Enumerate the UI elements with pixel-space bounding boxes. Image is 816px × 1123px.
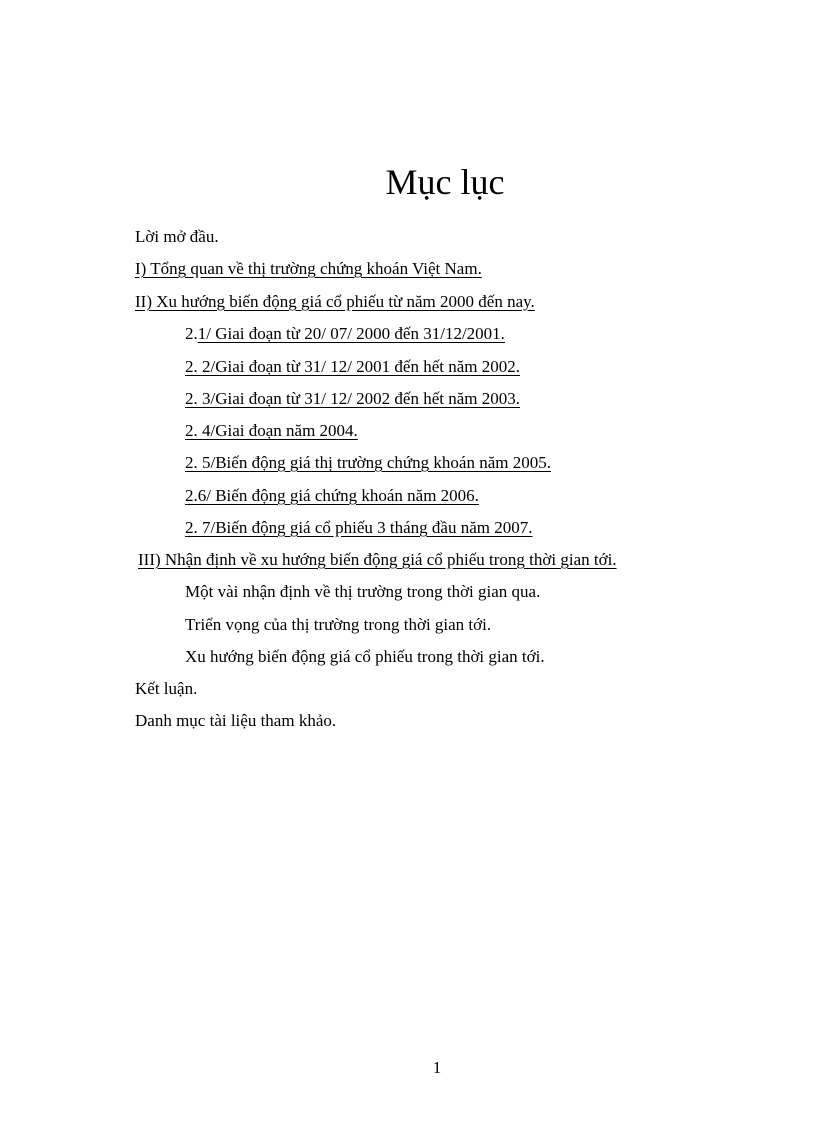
- toc-link-section-2[interactable]: II) Xu hướng biến động giá cổ phiếu từ năm 2000 đến nay.: [135, 292, 535, 311]
- toc-item-references: Danh mục tài liệu tham khảo.: [135, 711, 337, 730]
- toc-link-section-1[interactable]: I) Tổng quan về thị trường chứng khoán Việt Nam.: [135, 259, 482, 278]
- toc-link-section-2-3[interactable]: 2. 3/Giai đoạn từ 31/ 12/ 2002 đến hết năm 2003.: [185, 389, 521, 408]
- toc-item-section-2-1-prefix: 2.: [185, 324, 198, 343]
- toc-link-section-2-5[interactable]: 2. 5/Biến động giá thị trường chứng khoán năm 2005.: [185, 453, 551, 472]
- toc-link-section-2-1[interactable]: 1/ Giai đoạn từ 20/ 07/ 2000 đến 31/12/2001.: [197, 324, 505, 343]
- toc-item-intro: Lời mở đầu.: [135, 227, 219, 246]
- toc-link-section-2-6[interactable]: 2.6/ Biến động giá chứng khoán năm 2006.: [185, 486, 479, 505]
- toc-item-section-3-c: Xu hướng biến động giá cổ phiếu trong thời gian tới.: [185, 647, 545, 666]
- toc-link-section-2-7[interactable]: 2. 7/Biến động giá cổ phiếu 3 tháng đầu năm 2007.: [185, 518, 533, 537]
- toc-item-section-3-a: Một vài nhận định về thị trường trong thời gian qua.: [185, 582, 541, 601]
- toc-item-section-3-b: Triển vọng của thị trường trong thời gian tới.: [185, 615, 492, 634]
- page-number: 1: [432, 1058, 442, 1077]
- toc-link-section-2-2[interactable]: 2. 2/Giai đoạn từ 31/ 12/ 2001 đến hết năm 2002.: [185, 357, 521, 376]
- page-title: Mục lục: [385, 162, 505, 202]
- toc-link-section-3[interactable]: III) Nhận định về xu hướng biến động giá cổ phiếu trong thời gian tới.: [138, 550, 617, 569]
- toc-item-conclusion: Kết luận.: [135, 679, 198, 698]
- toc-item-section-2-1[interactable]: [185, 323, 505, 345]
- toc-link-section-2-4[interactable]: 2. 4/Giai đoạn năm 2004.: [185, 421, 358, 440]
